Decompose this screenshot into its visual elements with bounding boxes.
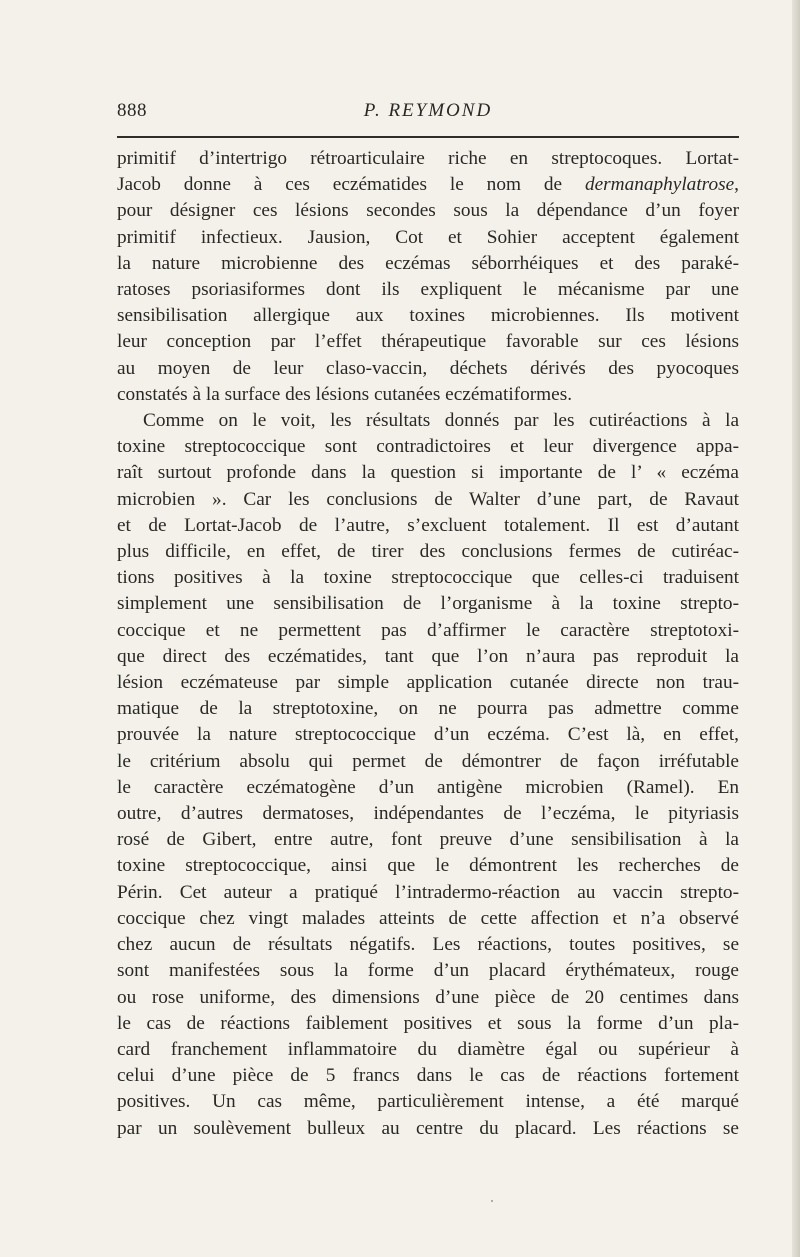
text-run: matique de la streptotoxine, on ne pourra pas admettre comme [117,698,739,720]
text-line [117,251,739,277]
text-line [117,539,739,565]
text-run: constatés à la surface des lésions cutanées eczématiformes. [117,383,573,405]
text-line [117,906,739,932]
text-run: coccique et ne permettent pas d’affirmer le caractère streptotoxi- [117,619,739,641]
text-run: ratoses psoriasiformes dont ils expliquent le mécanisme par une [117,279,739,301]
text-run: par un soulèvement bulleux au centre du placard. Les réactions se [117,1117,739,1139]
text-run: ou rose uniforme, des dimensions d’une pièce de 20 centimes dans [117,986,739,1008]
text-run: rosé de Gibert, entre autre, font preuve d’une sensibilisation à la [117,829,739,851]
text-run: simplement une sensibilisation de l’organisme à la toxine strepto- [117,593,739,615]
text-line [117,434,739,460]
text-line [117,827,739,853]
text-run: et de Lortat-Jacob de l’autre, s’excluent totalement. Il est d’autant [117,514,739,536]
text-line [117,487,739,513]
text-line [117,513,739,539]
text-run: prouvée la nature streptococcique d’un eczéma. C’est là, en effet, [117,724,739,746]
text-line [117,225,739,251]
text-line [117,1116,739,1142]
text-line [117,618,739,644]
text-run: celui d’une pièce de 5 francs dans le cas de réactions fortement [117,1065,739,1087]
page-header [117,100,739,126]
text-line [117,801,739,827]
text-run: au moyen de leur claso-vaccin, déchets dérivés des pyocoques [117,357,739,379]
text-line [117,749,739,775]
text-run: toxine streptococcique, ainsi que le démontrent les recherches de [117,855,739,877]
text-line [117,722,739,748]
text-line [117,932,739,958]
text-line [117,172,739,198]
text-line [117,1089,739,1115]
paper-speck [491,1200,493,1202]
text-run: outre, d’autres dermatoses, indépendantes de l’eczéma, le pityriasis [117,803,739,825]
text-run: le caractère eczématogène d’un antigène microbien (Ramel). En [117,776,739,798]
text-line [117,696,739,722]
text-line [117,303,739,329]
text-line [117,356,739,382]
text-line [117,880,739,906]
text-line [117,670,739,696]
text-run: lésion eczémateuse par simple application cutanée directe non trau- [117,672,739,694]
text-run: Comme on le voit, les résultats donnés par les cutiréactions à la [143,410,739,432]
text-run: tions positives à la toxine streptococcique que celles-ci traduisent [117,567,739,589]
text-line [117,198,739,224]
text-run: microbien ». Car les conclusions de Walter d’une part, de Ravaut [117,488,739,510]
text-line [117,985,739,1011]
body-text [117,146,739,1142]
text-run: Jacob donne à ces eczématides le nom de [117,174,585,196]
text-run: primitif infectieux. Jausion, Cot et Sohier acceptent également [117,226,739,248]
text-run: card franchement inflammatoire du diamètre égal ou supérieur à [117,1038,739,1060]
text-line [117,277,739,303]
text-line [117,853,739,879]
text-line [117,1063,739,1089]
text-line [117,1037,739,1063]
text-line [117,408,739,434]
text-line [117,329,739,355]
text-run: sont manifestées sous la forme d’un placard érythémateux, rouge [117,960,739,982]
text-run: la nature microbienne des eczémas séborrhéiques et des paraké- [117,252,739,274]
text-run: le cas de réactions faiblement positives et sous la forme d’un pla- [117,1012,739,1034]
text-line [117,775,739,801]
text-run: , [734,174,739,196]
text-run: plus difficile, en effet, de tirer des conclusions fermes de cutiréac- [117,541,739,563]
text-run: coccique chez vingt malades atteints de cette affection et n’a observé [117,907,739,929]
text-line [117,460,739,486]
running-head: P. REYMOND [363,100,493,121]
text-line [117,565,739,591]
text-run: Périn. Cet auteur a pratiqué l’intradermo-réaction au vaccin strepto- [117,881,739,903]
text-run: positives. Un cas même, particulièrement intense, a été marqué [117,1091,739,1113]
text-line [117,1011,739,1037]
header-rule [117,136,739,138]
text-run: pour désigner ces lésions secondes sous la dépendance d’un foyer [117,200,739,222]
text-run: leur conception par l’effet thérapeutique favorable sur ces lésions [117,331,739,353]
page-number: 888 [117,100,147,121]
text-run: sensibilisation allergique aux toxines microbiennes. Ils motivent [117,305,739,327]
text-run: primitif d’intertrigo rétroarticulaire riche en streptocoques. Lortat- [117,148,739,169]
text-line [117,382,739,408]
text-run: toxine streptococcique sont contradictoires et leur divergence appa- [117,436,739,458]
text-line [117,644,739,670]
text-line [117,146,739,172]
text-run: raît surtout profonde dans la question si importante de l’ « eczéma [117,462,739,484]
text-line [117,591,739,617]
text-run: chez aucun de résultats négatifs. Les réactions, toutes positives, se [117,934,739,956]
page-edge-shadow [792,0,800,1257]
text-line [117,958,739,984]
text-run: le critérium absolu qui permet de démontrer de façon irréfutable [117,750,739,772]
italic-term: dermanaphylatrose [584,174,735,196]
text-run: que direct des eczématides, tant que l’on n’aura pas reproduit la [117,645,739,667]
